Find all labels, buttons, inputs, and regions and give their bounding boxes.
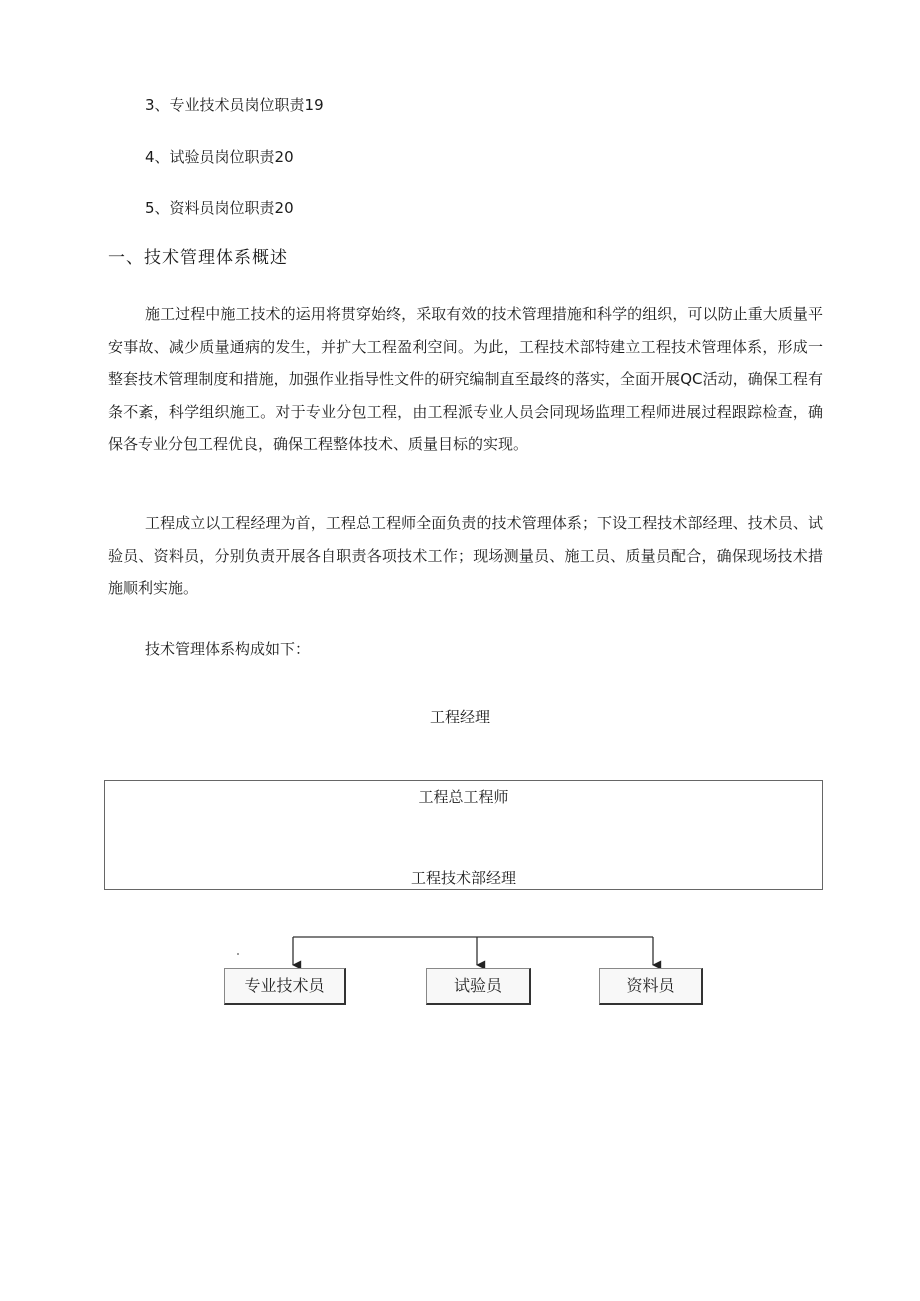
toc-item-5: 5、资料员岗位职责20 — [145, 199, 294, 217]
org-node-tech-dept-manager: 工程技术部经理 — [410, 869, 516, 887]
stray-dot — [237, 953, 239, 955]
org-node-project-manager: 工程经理 — [429, 708, 490, 726]
org-node-tester: 试验员 — [426, 968, 531, 1005]
org-node-archivist: 资料员 — [599, 968, 703, 1005]
paragraph-overview: 施工过程中施工技术的运用将贯穿始终，采取有效的技术管理措施和科学的组织，可以防止重大质量平安事故、减少质量通病的发生，并扩大工程盈利空间。为此，工程技术部特建立工程技术管理体系，形成一整套技术管理制度和措施，加强作业指导性文件的研究编制直至最终的落实，全面开展QC活动，确保工程有条不紊，科学组织施工。对于专业分包工程，由工程派专业人员会同现场监理工程师进展过程跟踪检查，确保各专业分包工程优良，确保工程整体技术、质量目标的实现。 — [108, 305, 823, 453]
section-heading: 一、技术管理体系概述 — [108, 248, 288, 268]
org-node-tech-staff: 专业技术员 — [224, 968, 346, 1005]
org-node-chief-engineer: 工程总工程师 — [418, 788, 509, 806]
toc-item-4: 4、试验员岗位职责20 — [145, 148, 294, 166]
paragraph-structure: 工程成立以工程经理为首，工程总工程师全面负责的技术管理体系；下设工程技术部经理、技术员、试验员、资料员，分别负责开展各自职责各项技术工作；现场测量员、施工员、质量员配合，确保现场技术措施顺利实施。 — [108, 514, 823, 597]
paragraph-intro-chart: 技术管理体系构成如下： — [145, 640, 311, 658]
toc-item-3: 3、专业技术员岗位职责19 — [145, 96, 324, 114]
